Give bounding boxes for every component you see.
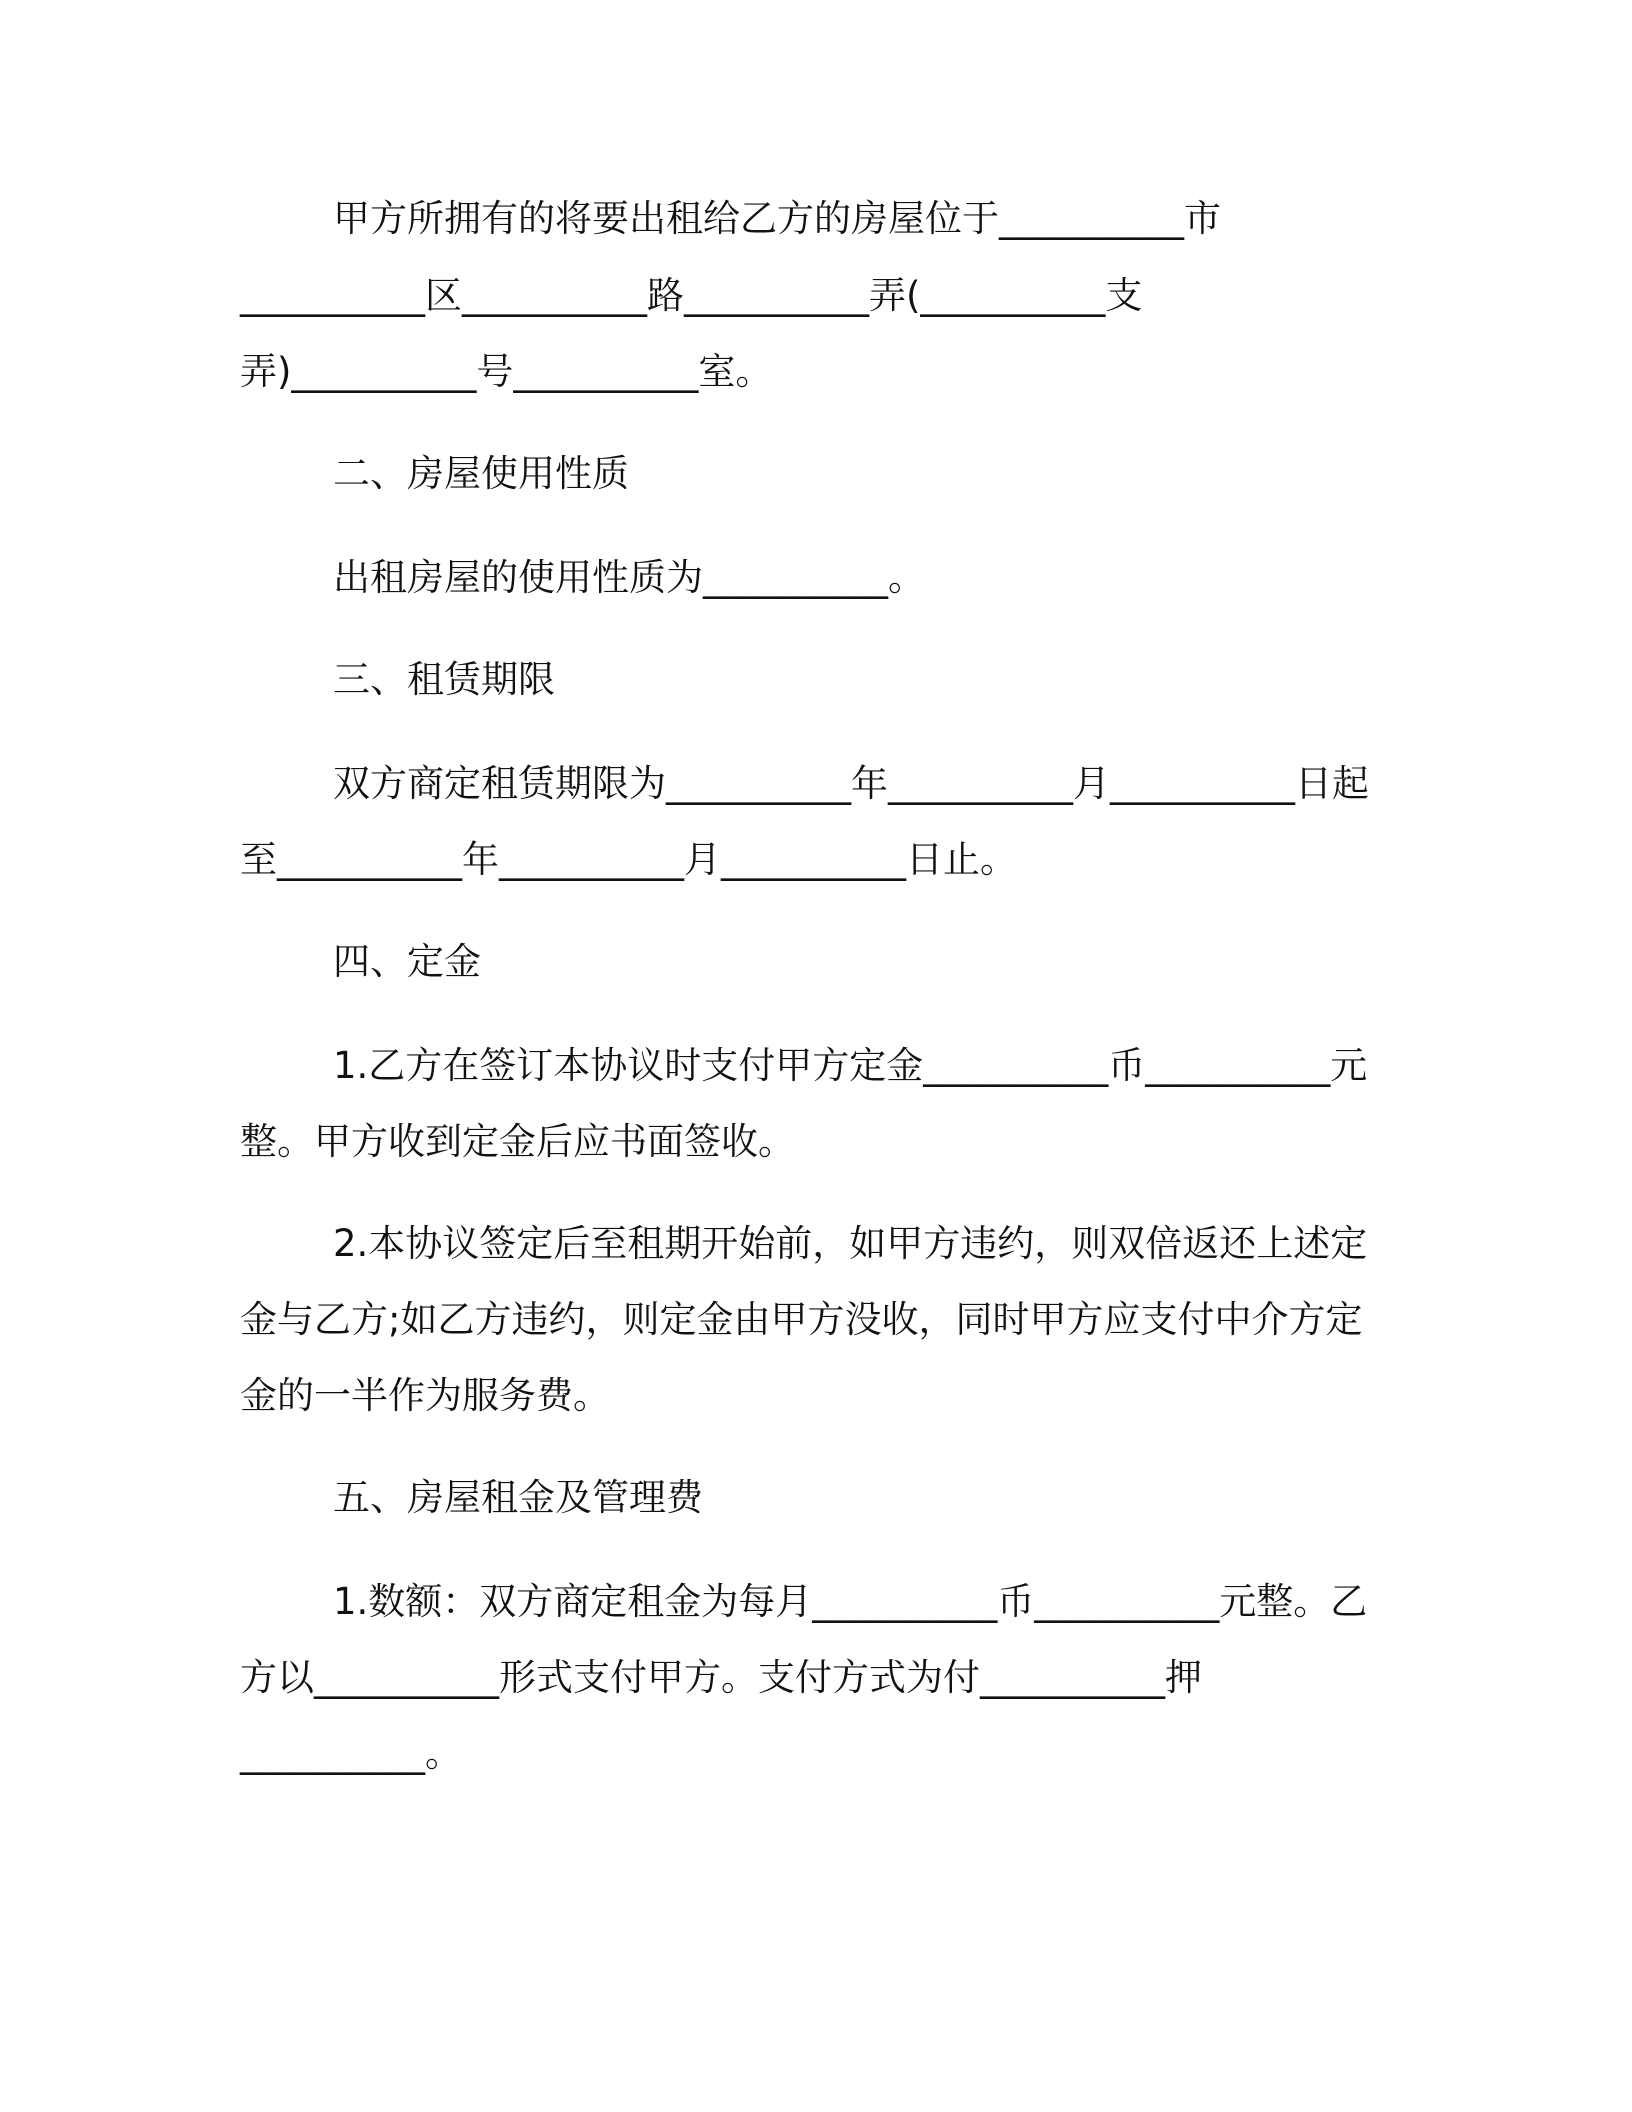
paragraph-deposit-2-line-1: 2.本协议签定后至租期开始前，如甲方违约，则双倍返还上述定 [333, 1222, 1368, 1265]
paragraph-term-line-2: 至__________年__________月__________日止。 [240, 838, 1017, 881]
paragraph-location-line-2: __________区__________路__________弄(__________支 [240, 274, 1143, 317]
section-heading-deposit: 四、定金 [333, 940, 481, 983]
section-heading-usage: 二、房屋使用性质 [333, 452, 629, 495]
paragraph-term-line-1: 双方商定租赁期限为__________年__________月__________日起 [333, 762, 1369, 805]
paragraph-usage: 出租房屋的使用性质为__________。 [333, 556, 925, 599]
paragraph-deposit-1-line-1: 1.乙方在签订本协议时支付甲方定金__________币__________元 [333, 1044, 1368, 1087]
paragraph-rent-1-line-2: 方以__________形式支付甲方。支付方式为付__________押 [240, 1656, 1202, 1699]
paragraph-deposit-2-line-2: 金与乙方;如乙方违约，则定金由甲方没收，同时甲方应支付中介方定 [240, 1298, 1363, 1341]
paragraph-location-line-3: 弄)__________号__________室。 [240, 350, 773, 393]
paragraph-location-line-1: 甲方所拥有的将要出租给乙方的房屋位于__________市 [333, 197, 1221, 240]
paragraph-rent-1-line-3: __________。 [240, 1732, 462, 1775]
section-heading-rent: 五、房屋租金及管理费 [333, 1476, 703, 1519]
section-heading-term: 三、租赁期限 [333, 658, 555, 701]
paragraph-rent-1-line-1: 1.数额：双方商定租金为每月__________币__________元整。乙 [333, 1580, 1368, 1623]
paragraph-deposit-1-line-2: 整。甲方收到定金后应书面签收。 [240, 1120, 795, 1163]
paragraph-deposit-2-line-3: 金的一半作为服务费。 [240, 1374, 610, 1417]
